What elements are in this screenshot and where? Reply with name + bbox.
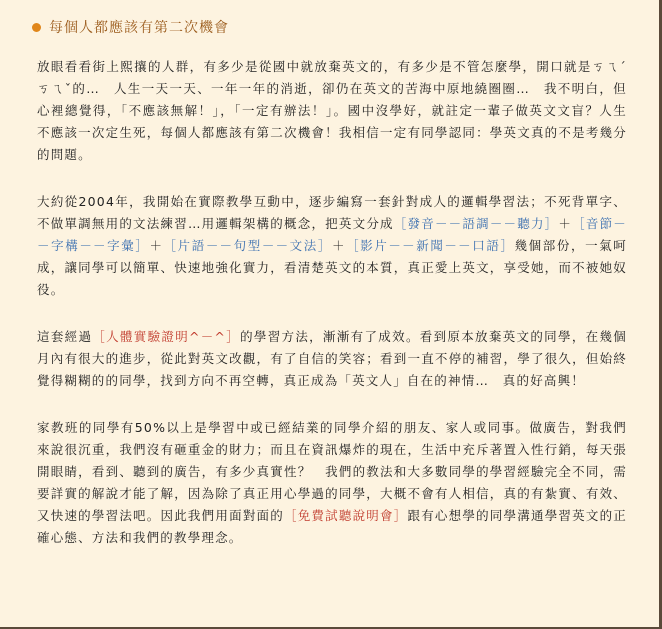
paragraph-3 [37,326,627,392]
plus-sign: ＋ [332,238,347,253]
bullet-icon [32,23,41,32]
link-phrase[interactable]: ［片語－－句型－－文法］ [163,238,332,253]
paragraph-4-text-b: 跟有心想學的同學溝通學習英文的正確心態、方法和我們的教學理念。 [37,508,627,545]
link-video[interactable]: ［影片－－新聞－－口語］ [346,238,515,253]
plus-sign: ＋ [149,238,164,253]
section-header [32,17,229,37]
paragraph-2 [37,191,627,301]
article-body [37,56,627,574]
paragraph-1: 放眼看看街上熙攘的人群，有多少是從國中就放棄英文的，有多少是不管怎麼學，開口就是ㄎㄟˊㄎㄟˇ的… 人生一天一天、一年一年的消逝，卻仍在英文的苦海中原地繞圈圈… 我不明白，但心裡總覺得，「不應該無解！」，「一定有辦法！」。國中沒學好，就註定一輩子做英文文盲？人生不應該一次定生死，每個人都應該有第二次機會！我相信一定有同學認同：學英文真的不是考幾分的問題。 [37,59,627,162]
paragraph-2-text-b: 幾個部份，一氣呵成，讓同學可以簡單、快速地強化實力，看清楚英文的本質，真正愛上英文，享受她，而不被她奴役。 [37,238,627,297]
link-pronunciation[interactable]: ［發音－－語調－－聽力］ [393,216,559,231]
plus-sign: ＋ [558,216,573,231]
section-title: 每個人都應該有第二次機會 [49,20,229,36]
link-free-trial[interactable]: ［免費試聽說明會］ [283,508,408,523]
paragraph-2-text-a: 大約從2004年，我開始在實際教學互動中，逐步編寫一套針對成人的邏輯學習法；不死背單字、不做單調無用的文法練習…用邏輯架構的概念，把英文分成 [37,194,627,231]
paragraph-3-text-b: 的學習方法，漸漸有了成效。看到原本放棄英文的同學，在幾個月內有很大的進步，從此對英文改觀，有了自信的笑容；看到一直不停的補習，學了很久，但始終覺得糊糊的的同學，找到方向不再空轉，真正成為「英文人」自在的神情… 真的好高興！ [37,329,627,388]
paragraph-4 [37,417,627,549]
link-syllable[interactable]: ［音節－－字構－－字彙］ [37,216,628,253]
paragraph-3-text-a: 這套經過 [37,329,93,344]
paragraph-4-text-a: 家教班的同學有50%以上是學習中或已經結業的同學介紹的朋友、家人或同事。做廣告，對我們來說很沉重，我們沒有砸重金的財力；而且在資訊爆炸的現在，生活中充斥著置入性行銷，每天張開眼睛，看到、聽到的廣告，有多少真實性？ 我們的教法和大多數同學的學習經驗完全不同，需要詳實的解說才能了解，因為除了真正用心學過的同學，大概不會有人相信，真的有紮實、有效、又快速的學習法吧。因此我們用面對面的 [37,420,627,523]
link-human-experiment[interactable]: ［人體實驗證明^－^］ [92,329,241,344]
